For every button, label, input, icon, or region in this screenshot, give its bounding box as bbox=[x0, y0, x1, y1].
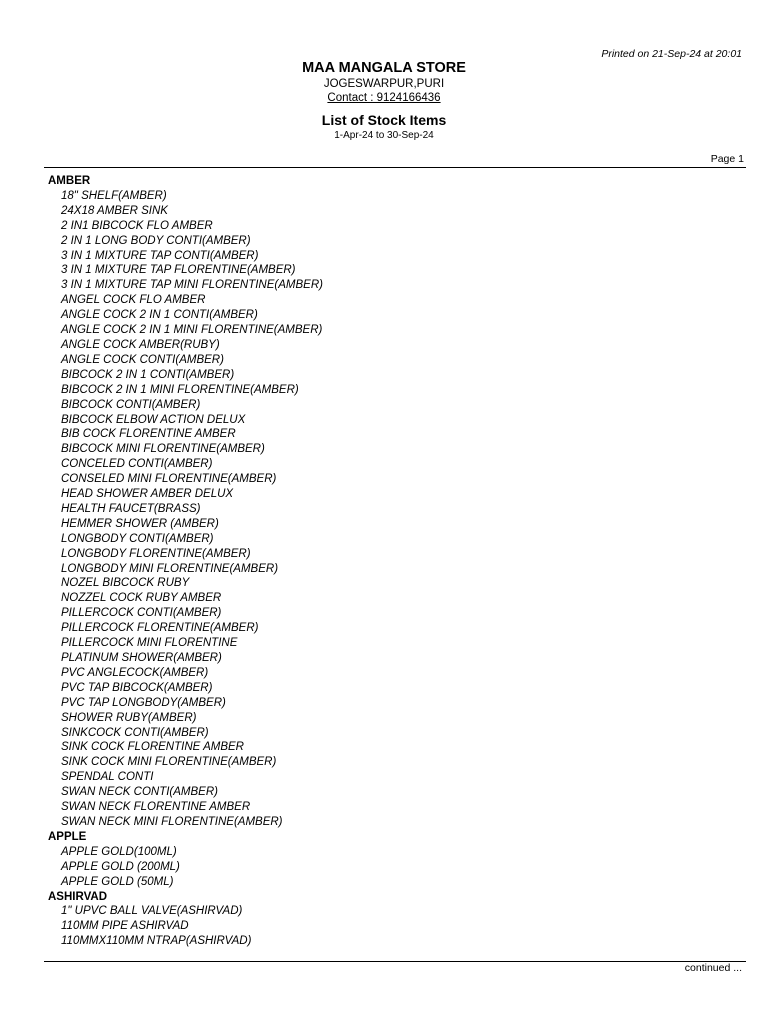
stock-item: PVC TAP LONGBODY(AMBER) bbox=[61, 696, 226, 709]
store-address: JOGESWARPUR,PURI bbox=[323, 78, 445, 90]
stock-item: PILLERCOCK FLORENTINE(AMBER) bbox=[61, 622, 259, 635]
store-name: MAA MANGALA STORE bbox=[302, 60, 466, 76]
top-divider bbox=[44, 167, 746, 168]
stock-item: BIBCOCK 2 IN 1 MINI FLORENTINE(AMBER) bbox=[61, 383, 299, 396]
stock-item-list bbox=[48, 174, 738, 949]
report-title: List of Stock Items bbox=[321, 112, 447, 128]
stock-item: LONGBODY CONTI(AMBER) bbox=[61, 532, 214, 545]
stock-item: BIBCOCK CONTI(AMBER) bbox=[61, 398, 201, 411]
group-heading: ASHIRVAD bbox=[48, 890, 107, 903]
stock-item: BIBCOCK ELBOW ACTION DELUX bbox=[61, 413, 246, 426]
group-heading: AMBER bbox=[48, 175, 91, 187]
stock-item: PLATINUM SHOWER(AMBER) bbox=[61, 652, 222, 664]
stock-item: SPENDAL CONTI bbox=[61, 771, 154, 784]
stock-item: HEMMER SHOWER (AMBER) bbox=[61, 517, 219, 530]
stock-item: PVC ANGLECOCK(AMBER) bbox=[61, 666, 209, 679]
page-number: Page 1 bbox=[710, 153, 744, 165]
stock-item: HEAD SHOWER AMBER DELUX bbox=[61, 488, 234, 501]
stock-item: 1" UPVC BALL VALVE(ASHIRVAD) bbox=[61, 905, 243, 918]
stock-item: 3 IN 1 MIXTURE TAP MINI FLORENTINE(AMBER) bbox=[61, 279, 323, 292]
stock-item: SINK COCK MINI FLORENTINE(AMBER) bbox=[61, 756, 277, 769]
stock-item: CONCELED CONTI(AMBER) bbox=[61, 458, 213, 471]
stock-item: NOZEL BIBCOCK RUBY bbox=[61, 577, 190, 590]
stock-item: SHOWER RUBY(AMBER) bbox=[61, 711, 197, 724]
stock-item: ANGLE COCK 2 IN 1 MINI FLORENTINE(AMBER) bbox=[61, 324, 323, 337]
stock-item: 110MM PIPE ASHIRVAD bbox=[61, 920, 189, 933]
stock-item: BIB COCK FLORENTINE AMBER bbox=[61, 428, 236, 441]
stock-item: 2 IN1 BIBCOCK FLO AMBER bbox=[61, 219, 213, 232]
stock-item: 24X18 AMBER SINK bbox=[61, 204, 168, 217]
store-contact: Contact : 9124166436 bbox=[327, 92, 441, 104]
report-header bbox=[0, 59, 768, 142]
stock-item: 110MMX110MM NTRAP(ASHIRVAD) bbox=[61, 935, 252, 948]
stock-item: SINKCOCK CONTI(AMBER) bbox=[61, 726, 209, 739]
stock-item: CONSELED MINI FLORENTINE(AMBER) bbox=[61, 473, 277, 486]
stock-item: 3 IN 1 MIXTURE TAP FLORENTINE(AMBER) bbox=[61, 264, 296, 277]
stock-item: APPLE GOLD(100ML) bbox=[61, 845, 177, 858]
stock-item: 3 IN 1 MIXTURE TAP CONTI(AMBER) bbox=[61, 249, 259, 262]
stock-item: BIBCOCK MINI FLORENTINE(AMBER) bbox=[61, 443, 265, 456]
stock-item: 18" SHELF(AMBER) bbox=[61, 189, 167, 202]
stock-item: ANGLE COCK 2 IN 1 CONTI(AMBER) bbox=[61, 309, 258, 322]
stock-item: PVC TAP BIBCOCK(AMBER) bbox=[61, 681, 213, 694]
stock-item: NOZZEL COCK RUBY AMBER bbox=[61, 592, 222, 605]
printed-timestamp: Printed on 21-Sep-24 at 20:01 bbox=[601, 48, 742, 60]
stock-item: LONGBODY MINI FLORENTINE(AMBER) bbox=[61, 562, 279, 575]
stock-item: APPLE GOLD (50ML) bbox=[61, 875, 174, 888]
continued-label: continued ... bbox=[684, 962, 742, 974]
stock-item: SWAN NECK FLORENTINE AMBER bbox=[61, 801, 251, 814]
stock-item: SWAN NECK CONTI(AMBER) bbox=[61, 786, 218, 799]
stock-item: ANGEL COCK FLO AMBER bbox=[61, 294, 206, 307]
stock-item: APPLE GOLD (200ML) bbox=[61, 860, 180, 873]
bottom-divider bbox=[44, 961, 746, 962]
group-heading: APPLE bbox=[48, 830, 87, 843]
stock-item: LONGBODY FLORENTINE(AMBER) bbox=[61, 547, 251, 560]
stock-item: PILLERCOCK MINI FLORENTINE bbox=[61, 637, 238, 650]
stock-item: BIBCOCK 2 IN 1 CONTI(AMBER) bbox=[61, 368, 235, 381]
stock-item: 2 IN 1 LONG BODY CONTI(AMBER) bbox=[61, 234, 251, 247]
stock-item: SWAN NECK MINI FLORENTINE(AMBER) bbox=[61, 815, 283, 828]
stock-item: PILLERCOCK CONTI(AMBER) bbox=[61, 607, 222, 620]
stock-item: ANGLE COCK CONTI(AMBER) bbox=[61, 353, 224, 366]
stock-item: ANGLE COCK AMBER(RUBY) bbox=[61, 338, 220, 351]
stock-item: SINK COCK FLORENTINE AMBER bbox=[61, 741, 244, 754]
stock-item: HEALTH FAUCET(BRASS) bbox=[61, 502, 201, 515]
report-period: 1-Apr-24 to 30-Sep-24 bbox=[334, 130, 434, 141]
